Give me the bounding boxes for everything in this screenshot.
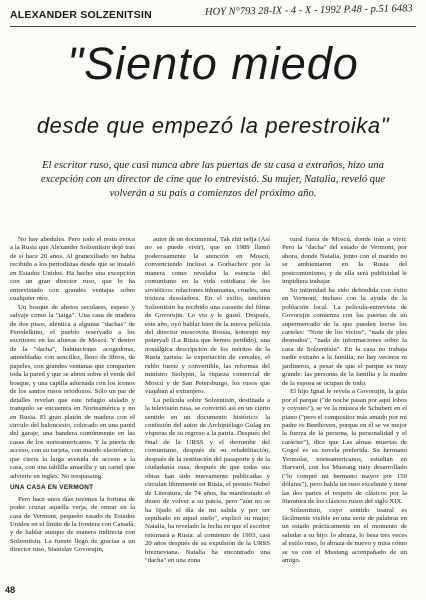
handwritten-archive-note: HOY N°793 28-IX - 4 - X - 1992 P.48 - p.51 6483 [204, 3, 413, 18]
article-column-1 [10, 236, 135, 555]
header-rule [10, 26, 416, 27]
article-column-2 [145, 236, 270, 566]
paragraph: Solzenitsin, cuyo sentido teatral es fácilmente visible en una serie de palabras en un estado prácticamente en el momento de saludar a su hijo: lo abraza, lo besa tres veces al estilo ruso, lo abraza de nuevo y mira cómo se va con el Mustang acompañado de un amigo. [282, 506, 407, 565]
section-subhead: UNA CASA EN VERMONT [10, 484, 94, 492]
paragraph: Su intimidad ha sido defendida con éxito en Vermont, incluso con la ayuda de la población local. La película-entrevista de Govorujin comienza con las puertas de un supermercado de la que pueden leerse los carteles: "Note de los vicios", "nada de ples desnudos", "nada de informaciones sobre la casa de Solzenitsin". En la casa no trabaja nadie extraño a la familia, no hay vecinos ni jardineros, a pesar de que el parque es muy grande: las personas de la familia y la madre de la esposa se ocupan de todo. [282, 286, 407, 387]
paragraph: autor de un documental, Tak zhit nelja (Así no se puede vivir), que en 1989 llamó poderosamente la atención en Moscú, convenciendo incluso a Gorbachov por la manera como revelaba la esencia del comunismo en la vida cotidiana de los soviéticos: relaciones inhumanas, crueles, una tristeza desoladora. En el exilio, también Solzenitsin ha recibido una cassette del filme de Govorujin. Lo vio y le gustó. Después, este año, oyó hablar bien de la nueva película del director moscovita Rossia, kotoruju my poteryali (La Rusia que hemos perdido), una nostálgica descripción de los méritos de la Rusia zarista: la exportación de cereales, el rublo fuerte y convertible, las reformas del ministro Stolypin, la riqueza comercial de Moscú y de San Petersburgo, los rusos que viajaban al extranjero. [145, 236, 270, 396]
paragraph: La película sobre Solzenitsin, destinada a la televisión rusa, se convirtió así en un cierto sentido en un documento histórico: la confesión del autor de Archipiélago Gulag en vísperas de su regreso a la patria. Después del final de la URSS y el derrumbe del comunismo, después de su rehabilitación, después de la restitución del pasaporte y de la ciudadanía rusa, después de que todas sus obras han sido nuevamente publicadas y circulan libremente en Rusia, el premio Nobel de Literatura, de 74 años, ha manifestado el deseo de volver a su patria, pero "aún no se ha fijado el día de mi salida y por ser sepultado en aquel suelo", explicó su mujer, Natalia, ha revelado la fecha en que el escritor retornará a Rusia: al comienzo de 1993, casi 20 años después de su expulsión de la URSS brezneviana. Natalia ha encontrado una "dacha" en una zona [145, 396, 270, 565]
headline-line-1: "Siento miedo [67, 38, 359, 89]
page-number: 48 [5, 585, 16, 595]
paragraph: No hay abedules. Pero todo el resto evoca a la Rusia que Alexander Solzenitsin dejó tras de sí hace 20 años. Al granexiliado no habia recibido a los periodistas desde que se instaló en Estados Unidos. Ha hecho una excepción con un gran director ruso, que lo ha entrevistado con grandes ventajas sobre cualquier otro. [10, 236, 135, 303]
headline-line-2: desde que empezó la perestroika" [36, 113, 390, 138]
paragraph: El hijo Ignat le revela a Govorujin, la guía por el parque ("de noche pasan por aquí lobos y coyotes"), se ve la música de Schubert en el piano ("pero el compositor más amado por mi padre es Beethoven, porque en él se ve mejor la fuerza de la persona, la personalidad y el carácter"), dice que Las almas muertas de Gogol es su novela preferida. Su hermano Yermolai, norteamericanos, estudian en Harvard, con los Mustang muy desarrollado ("lo compré mi hermano mayor por 150 dólares"), pero habla un ruso excelente y tiene las dos partes el respeto de clásicos por la literatura de los clásicos rusos del siglo XIX. [282, 388, 407, 506]
paragraph: rural fuera de Moscú, donde irán a vivir. Pero la "dacha" del estado de Vermont, por ahora, donde Natalia, junto con el marido no se ambientaron en la Rusia del postcomunismo, y de ella será publicidad le impidiera trabajar. [282, 236, 407, 286]
paragraph: Un bosque de abetos seculares, espeso y salvaje como la "taiga". Una casa de madera de dos pisos, idéntica a algunas "dachas" de Peredelkino, el pueblo reservado a los escritores en las afueras de Moscú. Y dentro de la "dacha", habitaciones acogedoras, amuebladas con sencillez, lleno de libros, de papeles, con grandes ventanas que comparten toda la pared y que se abren sobre el verde del bosque, y una capilla adornada con los íconos de los santos rusos ortodoxos. Sólo un par de detalles revelan que este refugio aislado y tranquilo se encuentra en Norteamérica y no en Rusia. El gran platón de madera con el circulo del baloncesto, colocado en una pared del garaje, una bandera comúnmente en las casas de los norteamericanos. Y la puerta de acceso, con su tarjeta, con mando electrónico, que cierra la larga avenida de acceso a la casa, con una tablilla amarilla y un cartel que advierte en inglés: No trespassing. [10, 303, 135, 480]
byline: ALEXANDER SOLZENITSIN [10, 9, 152, 21]
lead-paragraph: El escritor ruso, que casi nunca abre las puertas de su casa a extraños, hizo una excepción con un director de cine que lo entrevistó. Su mujer, Natalia, reveló que volverán a su país a comienzos del próximo año. [40, 160, 386, 200]
article-column-3 [282, 236, 407, 566]
paragraph: Pero hace unos días tuvimos la fortuna de poder cruzar aquella verja, de entrar en la casa de Vermont, pequeño estado de Estados Unidos en el límite de la frontera con Canadá, y de hablar aunque de manera indirecta con Solzenitsin. La fuente llegó de gracias a un director ruso, Stanislav Govorujin, [10, 495, 135, 554]
